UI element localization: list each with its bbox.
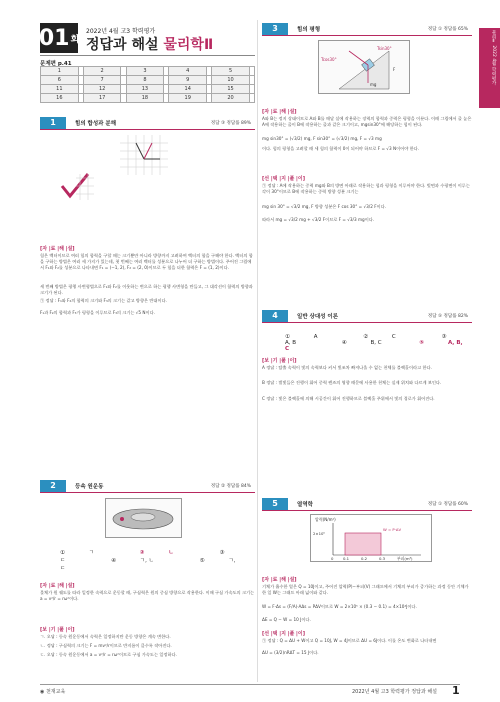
section-1-header <box>40 117 255 130</box>
s3-equation-1: mg sin30° = (√3/2) mg, F sin30° = (√3/2) mg, F = √3 mg <box>262 136 382 141</box>
header-rule <box>40 55 255 56</box>
extra-label: [보 |기 |풀 |이] <box>262 358 297 364</box>
rate-answer: ① <box>438 27 443 32</box>
table-cell: 7 <box>83 76 121 85</box>
pv-graph <box>310 514 432 562</box>
table-cell: 17 <box>83 94 121 103</box>
s3-explain-text-2: 이다. 힘의 평형을 고려할 때 세 힘의 합력이 0이 되어야 하므로 F = √3 N이어야 한다. <box>262 146 419 151</box>
header-title-subject: 물리학Ⅱ <box>163 37 214 53</box>
s5-explain-text: 기체가 흡수한 열은 Q = 10J이고, 주어진 압력(P)−부피(V) 그래프에서 기체의 부피가 증가하는 과정 동안 기체가 한 일 W는 그래프 아래 넓이와 같다. <box>262 584 469 595</box>
table-cell: 15 <box>212 85 250 94</box>
footer-publisher: ◉ 천재교육 <box>40 689 66 695</box>
explain-label: [자 |료 |해 |설] <box>40 583 75 589</box>
s5-equation-3: ΔU = (3/2)nRΔT = 15 J이다. <box>262 650 319 655</box>
s3-explain-text: A와 B는 정지 상태이므로 A와 B를 매달 실에 작용하는 장력의 합력과 중력은 평형을 이룬다. 이때 그림에서 줄 높은 A에 작용하는 줄이 B에 작용하는 줄과 같은 크기이고, mgsin30°에 해당하는 힘이 된다. <box>262 116 472 127</box>
rate-percent: 정답률 82% <box>443 314 468 319</box>
rate-percent: 정답률 84% <box>226 484 251 489</box>
choice-4 <box>111 558 176 564</box>
choice-number: ① <box>60 550 65 556</box>
rate-percent: 정답률 89% <box>226 121 251 126</box>
choice-text: ㄱ, ㄴ <box>139 558 154 564</box>
s2-extra-2: ㄴ. 정답 : 구심력의 크기는 F = mv²/r이므로 반지름이 클수록 작아진다. <box>40 643 172 648</box>
choice-text: A, B, C <box>285 340 463 352</box>
table-cell: 3 <box>126 67 164 76</box>
s1-explain-text-2: 세 번째 방법은 평행 사변형법으로 F₁와 F₂를 이웃하는 변으로 하는 평행 사변형을 만들고, 그 대각선이 합력의 방향과 크기가 된다. <box>40 284 253 295</box>
s1-choice-text-2: F₁과 F₂의 합력과 F₃가 평형을 이루므로 F₃의 크기는 √5 N이다. <box>40 310 155 315</box>
choice-text: C <box>391 334 396 340</box>
choice-label: [선 |택 |지 |풀 |이] <box>262 176 305 182</box>
header-subtitle: 2022년 4월 고3 학력평가 <box>86 28 156 35</box>
s2-choices <box>60 548 260 572</box>
table-cell: 6 <box>41 76 79 85</box>
s3-choice-text: ㉠ 정답 : A에 작용하는 중력 mg와 B의 방면 아래로 작용하는 힘과 평형을 이루어야 한다. 빗면과 수평면이 이루는 각이 30°이므로 B에 작용하는 중력 방향 성분 크기는 <box>262 183 470 194</box>
table-cell: 13 <box>126 85 164 94</box>
rate-label: 정답 <box>427 27 437 32</box>
exam-number-suffix: 회 <box>70 34 80 45</box>
answer-check-icon <box>60 172 94 202</box>
section-title: 힘의 합성과 분해 <box>75 121 117 127</box>
table-cell <box>249 85 254 94</box>
choice-text: ㄴ <box>168 550 174 556</box>
graph-xtick: 0.2 <box>361 556 368 561</box>
fig-label: F <box>393 67 396 72</box>
section-title: 열역학 <box>297 502 313 508</box>
table-cell <box>249 94 254 103</box>
s1-explain-text: 힘은 벡터이므로 여러 힘의 합력을 구할 때는 크기뿐만 아니라 방향까지 고려하여 벡터의 합을 구해야 한다. 벡터의 합을 구하는 방법은 여러 세 가지가 있는데, 첫 번째는 여러 벡터를 성분으로 나누어 더 구하는 방법이다. 주어진 그림에서 F₁와 F₂를 성분으로 나타내면 F₁ = (−1, 2), F₂ = (2, 0)이므로 두 힘을 더한 합력은 F = (1, 2)이다. <box>40 253 253 270</box>
answer-table <box>40 66 255 103</box>
choice-number: ④ <box>111 558 117 564</box>
section-rate <box>428 501 468 507</box>
choice-text: ㄷ <box>60 558 66 564</box>
choice-label: [선 |택 |지 |풀 |이] <box>262 631 305 637</box>
table-cell: 11 <box>41 85 79 94</box>
incline-figure <box>318 40 410 94</box>
choice-text: A <box>313 334 318 340</box>
s3-equation-3: 따라서 mg = √3/2 mg + √3/2 F이므로 F = √3/3 mg이다. <box>262 217 375 222</box>
extra-label: [보 |기 |풀 |이] <box>40 627 75 633</box>
column-divider <box>257 20 258 682</box>
section-number: 3 <box>262 23 288 35</box>
section-5-header <box>262 498 472 511</box>
table-cell: 19 <box>169 94 207 103</box>
choice-number: ① <box>285 334 290 340</box>
choice-number: ② <box>363 334 369 340</box>
section-2-header <box>40 480 255 493</box>
s2-explain-text: 물체가 원 궤도를 따라 일정한 속력으로 운동할 때, 구심력은 원의 중심 방향으로 작용한다. 이때 구심 가속도의 크기는 a = v²/r = rω²이다. <box>40 590 255 601</box>
rate-answer: ③ <box>221 121 226 126</box>
table-cell: 16 <box>41 94 79 103</box>
choice-number: ② <box>139 550 145 556</box>
rate-label: 정답 <box>210 484 220 489</box>
section-3-header <box>262 23 472 36</box>
rate-label: 정답 <box>427 502 437 507</box>
header-title-main: 정답과 해설 <box>86 37 159 53</box>
table-row <box>41 94 255 103</box>
table-row <box>41 85 255 94</box>
rate-answer: ② <box>221 484 226 489</box>
section-4-header <box>262 310 472 323</box>
pv-graph-svg <box>311 515 431 561</box>
section-rate <box>428 313 468 319</box>
choice-number: ⑤ <box>419 340 425 346</box>
section-rate <box>428 26 468 32</box>
table-cell: 2 <box>83 67 121 76</box>
s2-extra-1: ㄱ. 오답 : 등속 원운동에서 속력은 일정하지만 운동 방향은 계속 변한다. <box>40 634 171 639</box>
table-cell: 14 <box>169 85 207 94</box>
table-cell: 9 <box>169 76 207 85</box>
table-row <box>41 67 255 76</box>
graph-xtick: 0 <box>331 556 334 561</box>
section-number: 4 <box>262 310 288 322</box>
section-number: 2 <box>40 480 66 492</box>
section-rate <box>211 120 251 126</box>
table-cell: 10 <box>212 76 250 85</box>
check-figure <box>60 172 90 202</box>
fig-label: Tsin30° <box>377 46 392 51</box>
table-cell: 5 <box>212 67 250 76</box>
rate-percent: 정답률 65% <box>443 27 468 32</box>
force-grid-figure <box>120 135 168 175</box>
page-number: 1 <box>452 684 460 697</box>
table-row <box>41 76 255 85</box>
choice-text: ㄱ <box>88 550 95 556</box>
side-tab-text: 물리Ⅱ 2022 4월 학력평가 <box>491 30 496 86</box>
header-title <box>86 34 213 54</box>
graph-xtick: 0.3 <box>379 556 386 561</box>
choice-4 <box>342 340 404 346</box>
choice-number: ④ <box>341 340 347 346</box>
footer-rule <box>40 684 460 685</box>
s4-extra-3: C 정답 : 빛은 블랙홀에 의해 시공간이 휘어 진행하므로 블랙홀 주위에서 빛의 경로가 휘어진다. <box>262 396 435 401</box>
graph-xtick: 0.1 <box>343 556 350 561</box>
graph-xlabel: 부피(m³) <box>397 556 413 561</box>
s2-extra-3: ㄷ. 오답 : 등속 원운동에서 a = v²/r = rω²이므로 구심 가속도는 일정하다. <box>40 652 177 657</box>
rate-label: 정답 <box>427 314 437 319</box>
table-cell: 20 <box>212 94 250 103</box>
choice-text: ㄱ, ㄷ <box>60 558 236 572</box>
choice-2 <box>140 550 196 556</box>
graph-ytick: 2×10⁵ <box>313 531 325 536</box>
exam-number: 01 <box>38 25 70 51</box>
table-cell <box>249 67 254 76</box>
explain-label: [자 |료 |해 |설] <box>262 109 297 115</box>
choice-text: B, C <box>370 340 382 346</box>
graph-note: W = P·ΔV <box>383 527 402 532</box>
s4-extra-1: A 정답 : 탈출 속력이 빛의 속력보다 커서 빛조차 빠져나올 수 없는 천체를 블랙홀이라고 한다. <box>262 365 432 370</box>
table-cell: 8 <box>126 76 164 85</box>
disk-diagram <box>106 499 181 537</box>
s3-equation-2: mg sin 30° = √3/2 mg, F 방향 성분은 F cos 30° = √3/2 F이다. <box>262 204 387 209</box>
s4-choices <box>285 334 475 352</box>
section-title: 힘의 평형 <box>297 27 321 33</box>
s1-choice-text: ㉠ 정답 : F₁와 F₂의 합력의 크기와 F₃의 크기는 같고 방향은 반대이다. <box>40 298 167 303</box>
graph-ylabel: 압력(N/m²) <box>315 517 336 522</box>
choice-number: ⑤ <box>199 558 205 564</box>
force-vector-diagram <box>120 135 168 175</box>
s5-equation-2: ΔE = Q − W = 10 J이다. <box>262 617 311 622</box>
fig-label: Tcos30° <box>321 57 337 62</box>
section-number: 5 <box>262 498 288 510</box>
rate-percent: 정답률 60% <box>443 502 468 507</box>
choice-number: ③ <box>219 550 225 556</box>
answer-table-label: 문제편 p.41 <box>40 61 72 67</box>
table-cell: 12 <box>83 85 121 94</box>
section-title: 일반 상대성 이론 <box>297 314 339 320</box>
fig-label: mg <box>370 82 377 87</box>
choice-text: A, B <box>285 340 297 346</box>
table-cell: 4 <box>169 67 207 76</box>
s4-extra-2: B 정답 : 별빛들은 진행이 휘어 중력 렌즈의 영향 때문에 사용한 천체는 실제 위치와 다르게 보인다. <box>262 380 442 385</box>
s5-equation-1: W = F·Δs = (F/A)·AΔs = PΔV이므로 W = 2×10⁵ × (0.3 − 0.1) = 4×10⁴J이다. <box>262 604 417 609</box>
table-cell: 1 <box>41 67 79 76</box>
choice-1 <box>60 550 116 556</box>
rate-label: 정답 <box>210 121 220 126</box>
rate-answer: ① <box>438 502 443 507</box>
table-cell: 18 <box>126 94 164 103</box>
explain-label: [자 |료 |해 |설] <box>262 577 297 583</box>
explain-label: [자 |료 |해 |설] <box>40 246 75 252</box>
choice-number: ③ <box>441 334 447 340</box>
footer-title: 2022년 4월 고3 학력평가 정답과 해설 <box>352 689 437 695</box>
table-cell <box>249 76 254 85</box>
exam-number-badge <box>40 23 78 53</box>
section-rate <box>211 483 251 489</box>
incline-diagram <box>319 41 409 93</box>
section-number: 1 <box>40 117 66 129</box>
s5-choice-text: ㉠ 정답 : Q = ΔU + W이고 Q = 10J, W = 4J이므로 ΔU = 6J이다. 이를 온도 변화로 나타내면 <box>262 638 437 643</box>
circular-motion-figure <box>105 498 182 538</box>
rate-answer: ⑤ <box>438 314 443 319</box>
section-title: 등속 원운동 <box>75 484 104 490</box>
